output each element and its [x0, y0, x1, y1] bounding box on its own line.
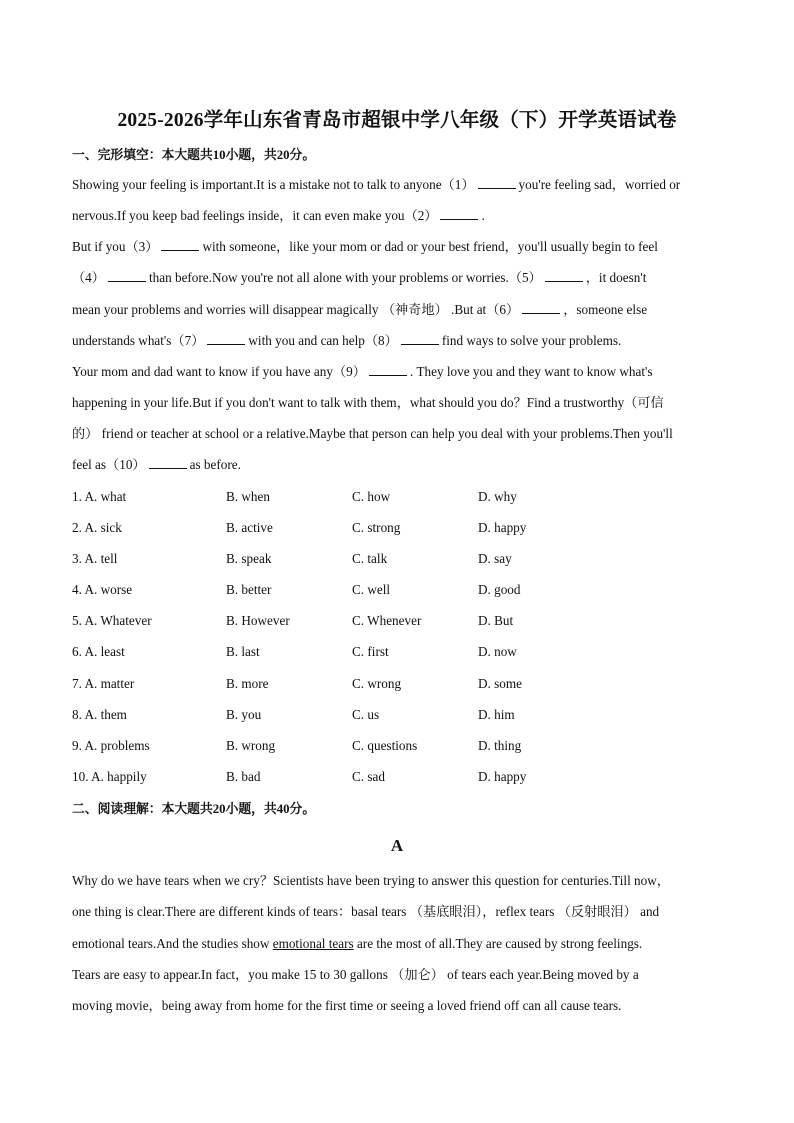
cloze-line-6	[72, 333, 621, 349]
reading-line-4: Tears are easy to appear.In fact，you make 15 to 30 gallons （加仑） of tears each year.Being moved by a	[72, 967, 639, 982]
blank-7	[207, 333, 245, 345]
option-b: B. wrong	[226, 738, 276, 753]
question-5-options	[72, 613, 632, 629]
option-d: D. good	[478, 582, 521, 597]
cloze-text: 的） friend or teacher at school or a relative.Maybe that person can help you deal with your problems.Then you'll	[72, 426, 673, 441]
reading-line-2: one thing is clear.There are different kinds of tears：basal tears （基底眼泪），reflex tears （反射眼泪） and	[72, 904, 660, 919]
reading-text: are the most of all.They are caused by strong feelings.	[353, 936, 643, 951]
option-c: C. Whenever	[352, 613, 422, 628]
cloze-line-8	[72, 395, 664, 411]
option-c: C. questions	[352, 738, 418, 753]
blank-1	[478, 177, 516, 189]
cloze-text: understands what's（7）	[72, 333, 205, 348]
blank-8	[401, 333, 439, 345]
option-c: C. well	[352, 582, 391, 597]
question-2-options	[72, 520, 632, 536]
cloze-line-4	[72, 270, 646, 286]
cloze-text: you're feeling sad，worried or	[518, 177, 681, 192]
blank-3	[161, 239, 199, 251]
question-6-options	[72, 644, 632, 660]
option-b: B. when	[226, 489, 270, 504]
option-b: B. last	[226, 644, 260, 659]
question-10-options	[72, 769, 632, 785]
option-d: D. some	[478, 676, 522, 691]
cloze-text: Showing your feeling is important.It is a mistake not to talk to anyone（1）	[72, 177, 475, 192]
passage-label: A	[390, 836, 404, 855]
underlined-phrase: emotional tears	[272, 936, 354, 951]
question-8-options	[72, 707, 632, 723]
cloze-text: find ways to solve your problems.	[441, 333, 622, 348]
cloze-text: nervous.If you keep bad feelings inside，it can even make you（2）	[72, 208, 438, 223]
option-a: 3. A. tell	[72, 551, 118, 566]
cloze-text: ，it doesn't	[585, 270, 647, 285]
cloze-line-10	[72, 457, 241, 473]
option-d: D. why	[478, 489, 517, 504]
question-7-options	[72, 676, 632, 692]
option-a: 2. A. sick	[72, 520, 122, 535]
option-c: C. first	[352, 644, 389, 659]
option-d: D. now	[478, 644, 517, 659]
cloze-text: .	[481, 208, 485, 223]
cloze-text: . They love you and they want to know what's	[409, 364, 653, 379]
page-title: 2025-2026学年山东省青岛市超银中学八年级（下）开学英语试卷	[117, 110, 677, 131]
cloze-text: ，someone else	[563, 302, 648, 317]
cloze-line-3	[72, 239, 658, 255]
option-d: D. happy	[478, 520, 527, 535]
cloze-text: than before.Now you're not all alone with your problems or worries.（5）	[148, 270, 542, 285]
cloze-text: feel as（10）	[72, 457, 146, 472]
option-a: 6. A. least	[72, 644, 125, 659]
cloze-line-1	[72, 177, 680, 193]
reading-text: emotional tears.And the studies show	[72, 936, 273, 951]
blank-5	[545, 270, 583, 282]
reading-line-3	[72, 936, 642, 952]
option-c: C. wrong	[352, 676, 402, 691]
blank-10	[149, 457, 187, 469]
option-c: C. strong	[352, 520, 401, 535]
option-a: 1. A. what	[72, 489, 127, 504]
option-c: C. talk	[352, 551, 388, 566]
option-b: B. better	[226, 582, 272, 597]
blank-6	[522, 302, 560, 314]
option-a: 5. A. Whatever	[72, 613, 152, 628]
blank-2	[440, 208, 478, 220]
option-c: C. sad	[352, 769, 385, 784]
blank-4	[108, 270, 146, 282]
cloze-text: mean your problems and worries will disappear magically （神奇地） .But at（6）	[72, 302, 520, 317]
question-9-options	[72, 738, 632, 754]
cloze-text: But if you（3）	[72, 239, 159, 254]
option-b: B. speak	[226, 551, 272, 566]
cloze-text: as before.	[189, 457, 241, 472]
cloze-text: with you and can help（8）	[248, 333, 398, 348]
option-d: D. happy	[478, 769, 527, 784]
option-c: C. how	[352, 489, 391, 504]
option-a: 9. A. problems	[72, 738, 150, 753]
question-3-options	[72, 551, 632, 567]
option-a: 8. A. them	[72, 707, 127, 722]
cloze-line-5	[72, 302, 647, 318]
section2-heading: 二、阅读理解：本大题共20小题，共40分。	[72, 802, 316, 816]
reading-line-5: moving movie，being away from home for the first time or seeing a loved friend off can all cause tears.	[72, 998, 622, 1013]
option-d: D. say	[478, 551, 512, 566]
option-b: B. However	[226, 613, 290, 628]
cloze-line-2	[72, 208, 485, 224]
option-a: 4. A. worse	[72, 582, 133, 597]
blank-9	[369, 364, 407, 376]
option-d: D. thing	[478, 738, 522, 753]
cloze-text: Your mom and dad want to know if you have any（9）	[72, 364, 366, 379]
question-4-options	[72, 582, 632, 598]
option-b: B. you	[226, 707, 262, 722]
question-1-options	[72, 489, 632, 505]
option-a: 10. A. happily	[72, 769, 147, 784]
cloze-text: （4）	[72, 270, 105, 285]
cloze-text: with someone，like your mom or dad or your best friend，you'll usually begin to feel	[202, 239, 658, 254]
option-c: C. us	[352, 707, 380, 722]
option-d: D. him	[478, 707, 515, 722]
section1-heading: 一、完形填空：本大题共10小题，共20分。	[72, 148, 316, 162]
reading-line-1: Why do we have tears when we cry？Scientists have been trying to answer this question for centuries.Till now，	[72, 873, 670, 888]
cloze-text: happening in your life.But if you don't want to talk with them，what should you do？Find a trustworthy（可信	[72, 395, 664, 410]
option-b: B. more	[226, 676, 269, 691]
cloze-line-9	[72, 426, 673, 442]
option-b: B. active	[226, 520, 273, 535]
option-b: B. bad	[226, 769, 261, 784]
option-d: D. But	[478, 613, 514, 628]
cloze-line-7	[72, 364, 653, 380]
option-a: 7. A. matter	[72, 676, 135, 691]
